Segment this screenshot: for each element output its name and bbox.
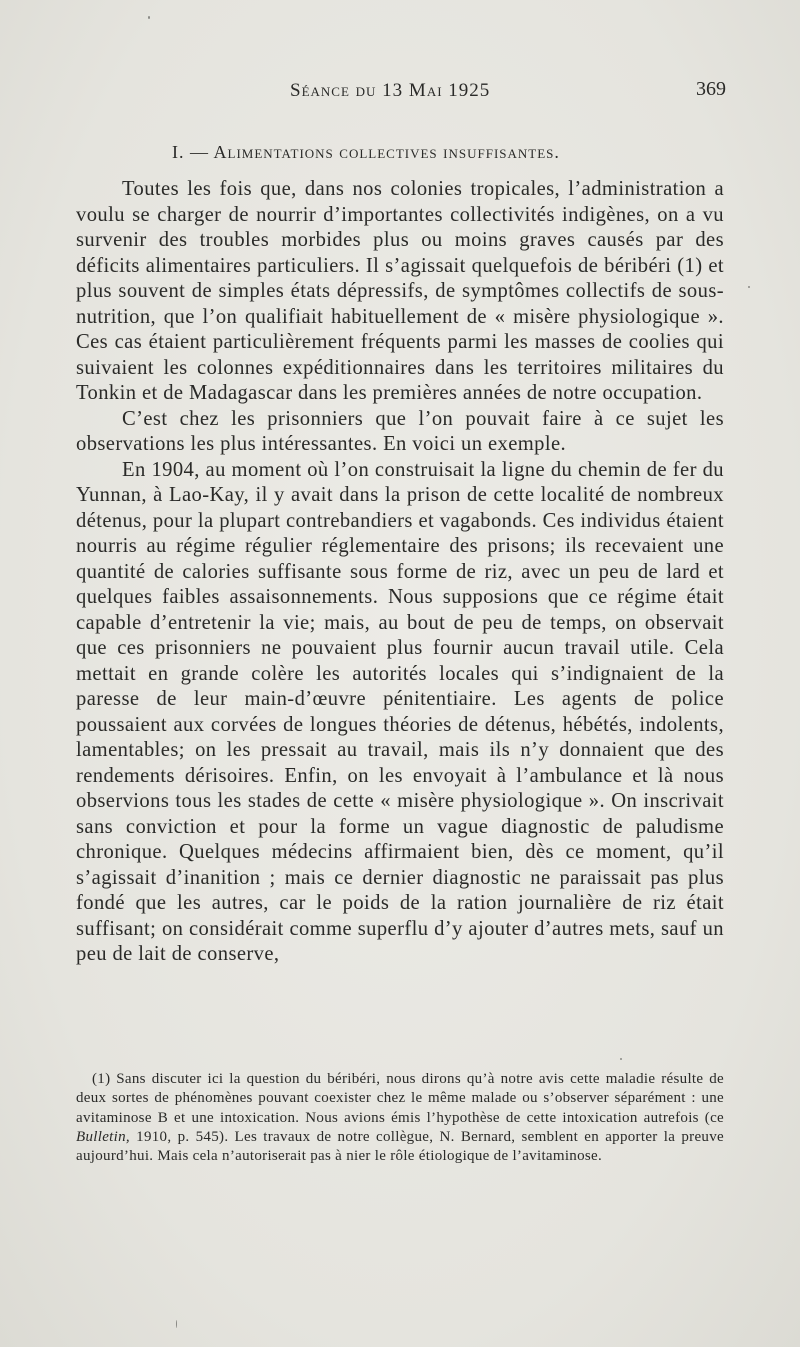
paper-speck — [748, 286, 750, 288]
running-head — [0, 80, 800, 110]
footnote-text-end: 1910, p. 545). Les travaux de notre collègue, N. Bernard, semblent en apporter la preuve aujourd’hui. Mais cela n’autoriserait pas à nier le rôle étiologique de l’avitaminose. — [76, 1128, 724, 1165]
paragraph-1: Toutes les fois que, dans nos colonies tropicales, l’administration a voulu se charger de nourrir d’importantes collectivités indigènes, on a vu survenir des troubles morbides plus ou moins graves causés par des déficits alimentaires particuliers. Il s’agissait quelquefois de béribéri (1) et plus souvent de simples états dépressifs, de symptômes collectifs de sous-nutrition, que l’on qualifiait habituellement de « misère physiologique ». Ces cas étaient particulièrement fréquents parmi les masses de coolies qui suivaient les colonnes expéditionnaires dans les territoires militaires du Tonkin et de Madagascar dans les premières années de notre occupation. — [76, 178, 724, 404]
footnote-text-start: (1) Sans discuter ici la question du béribéri, nous dirons qu’à notre avis cette maladie résulte de deux sortes de phénomènes pouvant coexister chez le même malade ou s’observer séparément : une avitaminose B et une intoxication. Nous avions émis l’hypothèse de cette intoxication autrefois (ce — [76, 1071, 724, 1126]
section-heading: I. — Alimentations collectives insuffisantes. — [172, 142, 560, 162]
footnote — [76, 1070, 724, 1166]
page-number: 369 — [696, 78, 726, 100]
body-text — [76, 177, 724, 968]
paper-speck — [148, 16, 150, 19]
running-title: Séance du 13 Mai 1925 — [290, 80, 491, 101]
paragraph-3: En 1904, au moment où l’on construisait la ligne du chemin de fer du Yunnan, à Lao-Kay, il y avait dans la prison de cette localité de nombreux détenus, pour la plupart contrebandiers et vagabonds. Ces individus étaient nourris au régime régulier réglementaire des prisons; ils recevaient une quantité de calories suffisante sous forme de riz, avec un peu de lard et quelques faibles assaisonnements. Nous supposions que ce régime était capable d’entretenir la vie; mais, au bout de peu de temps, on observait que ces prisonniers ne pouvaient plus fournir aucun travail utile. Cela mettait en grande colère les autorités locales qui s’indignaient de la paresse de leur main-d’œuvre pénitentiaire. Les agents de police poussaient aux corvées de longues théories de détenus, hébétés, indolents, lamentables; on les pressait au travail, mais ils n’y donnaient que des rendements dérisoires. Enfin, on les envoyait à l’ambulance et là nous observions tous les stades de cette « misère physiologique ». On inscrivait sans conviction et pour la forme un vague diagnostic de paludisme chronique. Quelques médecins affirmaient bien, dès ce moment, qu’il s’agissait d’inanition ; mais ce dernier diagnostic ne paraissait pas plus fondé que les autres, car le poids de la ration journalière de riz était suffisant; on considérait comme superflu d’y ajouter d’autres mets, sauf un peu de lait de conserve, — [76, 458, 724, 965]
paper-speck — [620, 1058, 622, 1060]
paragraph-2: C’est chez les prisonniers que l’on pouvait faire à ce sujet les observations les plus intéressantes. En voici un exemple. — [76, 407, 724, 455]
footnote-italic-title: Bulletin, — [76, 1128, 130, 1145]
paper-speck — [176, 1320, 177, 1328]
